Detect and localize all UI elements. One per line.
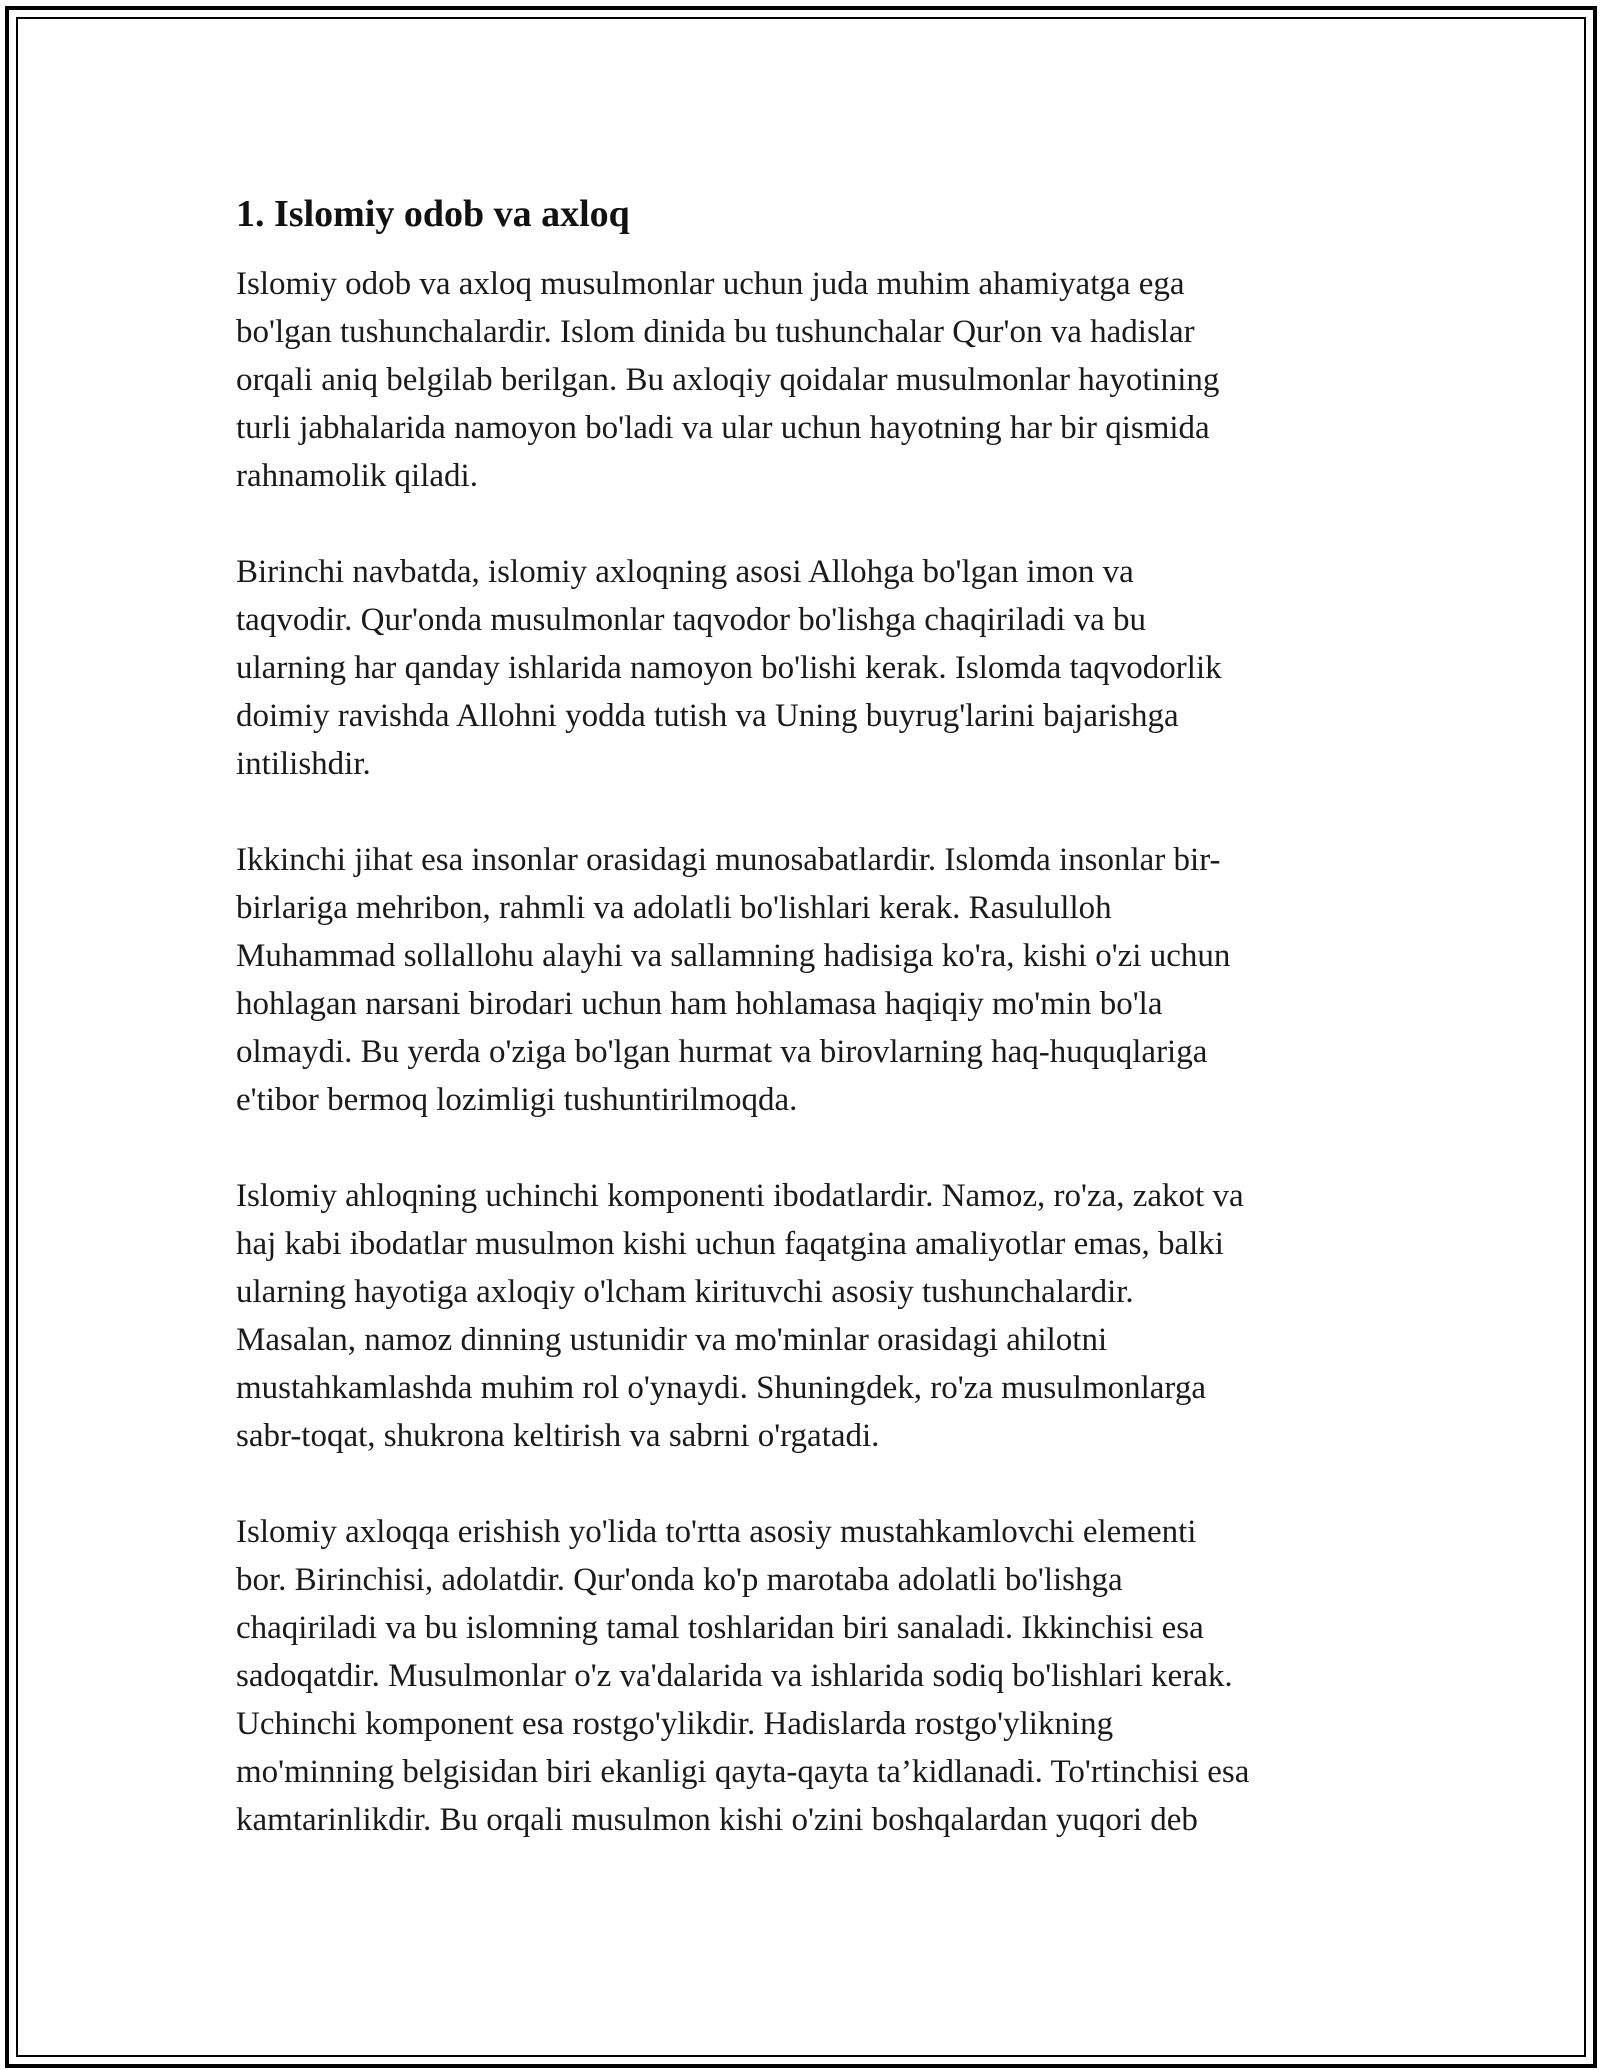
section-heading: 1. Islomiy odob va axloq [236,193,630,235]
document-body [236,190,1396,1892]
paragraph-2: Birinchi navbatda, islomiy axloqning asosi Allohga bo'lgan imon va taqvodir. Qur'onda musulmonlar taqvodor bo'lishga chaqiriladi va bu ularning har qanday ishlarida namoyon bo'lishi kerak. Islomda taqvodorlik doimiy ravishda Allohni yodda tutish va Uning buyrug'larini bajarishga intilishdir. [236,554,1222,782]
paragraph-5: Islomiy axloqqa erishish yo'lida to'rtta asosiy mustahkamlovchi elementi bor. Birinchisi, adolatdir. Qur'onda ko'p marotaba adolatli bo'lishga chaqiriladi va bu islomning tamal toshlaridan biri sanaladi. Ikkinchisi esa sadoqatdir. Musulmonlar o'z va'dalarida va ishlarida sodiq bo'lishlari kerak. Uchinchi komponent esa rostgo'ylikdir. Hadislarda rostgo'ylikning mo'minning belgisidan biri ekanligi qayta-qayta ta’kidlanadi. To'rtinchisi esa kamtarinlikdir. Bu orqali musulmon kishi o'zini boshqalardan yuqori deb [236,1514,1250,1838]
paragraph-4: Islomiy ahloqning uchinchi komponenti ibodatlardir. Namoz, ro'za, zakot va haj kabi ibodatlar musulmon kishi uchun faqatgina amaliyotlar emas, balki ularning hayotiga axloqiy o'lcham kirituvchi asosiy tushunchalardir. Masalan, namoz dinning ustunidir va mo'minlar orasidagi ahilotni mustahkamlashda muhim rol o'ynaydi. Shuningdek, ro'za musulmonlarga sabr-toqat, shukrona keltirish va sabrni o'rgatadi. [236,1178,1244,1454]
paragraph-1: Islomiy odob va axloq musulmonlar uchun juda muhim ahamiyatga ega bo'lgan tushunchalardir. Islom dinida bu tushunchalar Qur'on va hadislar orqali aniq belgilab berilgan. Bu axloqiy qoidalar musulmonlar hayotining turli jabhalarida namoyon bo'ladi va ular uchun hayotning har bir qismida rahnamolik qiladi. [236,266,1220,494]
paragraph-3: Ikkinchi jihat esa insonlar orasidagi munosabatlardir. Islomda insonlar bir- birlariga mehribon, rahmli va adolatli bo'lishlari kerak. Rasululloh Muhammad sollallohu alayhi va sallamning hadisiga ko'ra, kishi o'zi uchun hohlagan narsani birodari uchun ham hohlamasa haqiqiy mo'min bo'la olmaydi. Bu yerda o'ziga bo'lgan hurmat va birovlarning haq-huquqlariga e'tibor bermoq lozimligi tushuntirilmoqda. [236,842,1231,1118]
